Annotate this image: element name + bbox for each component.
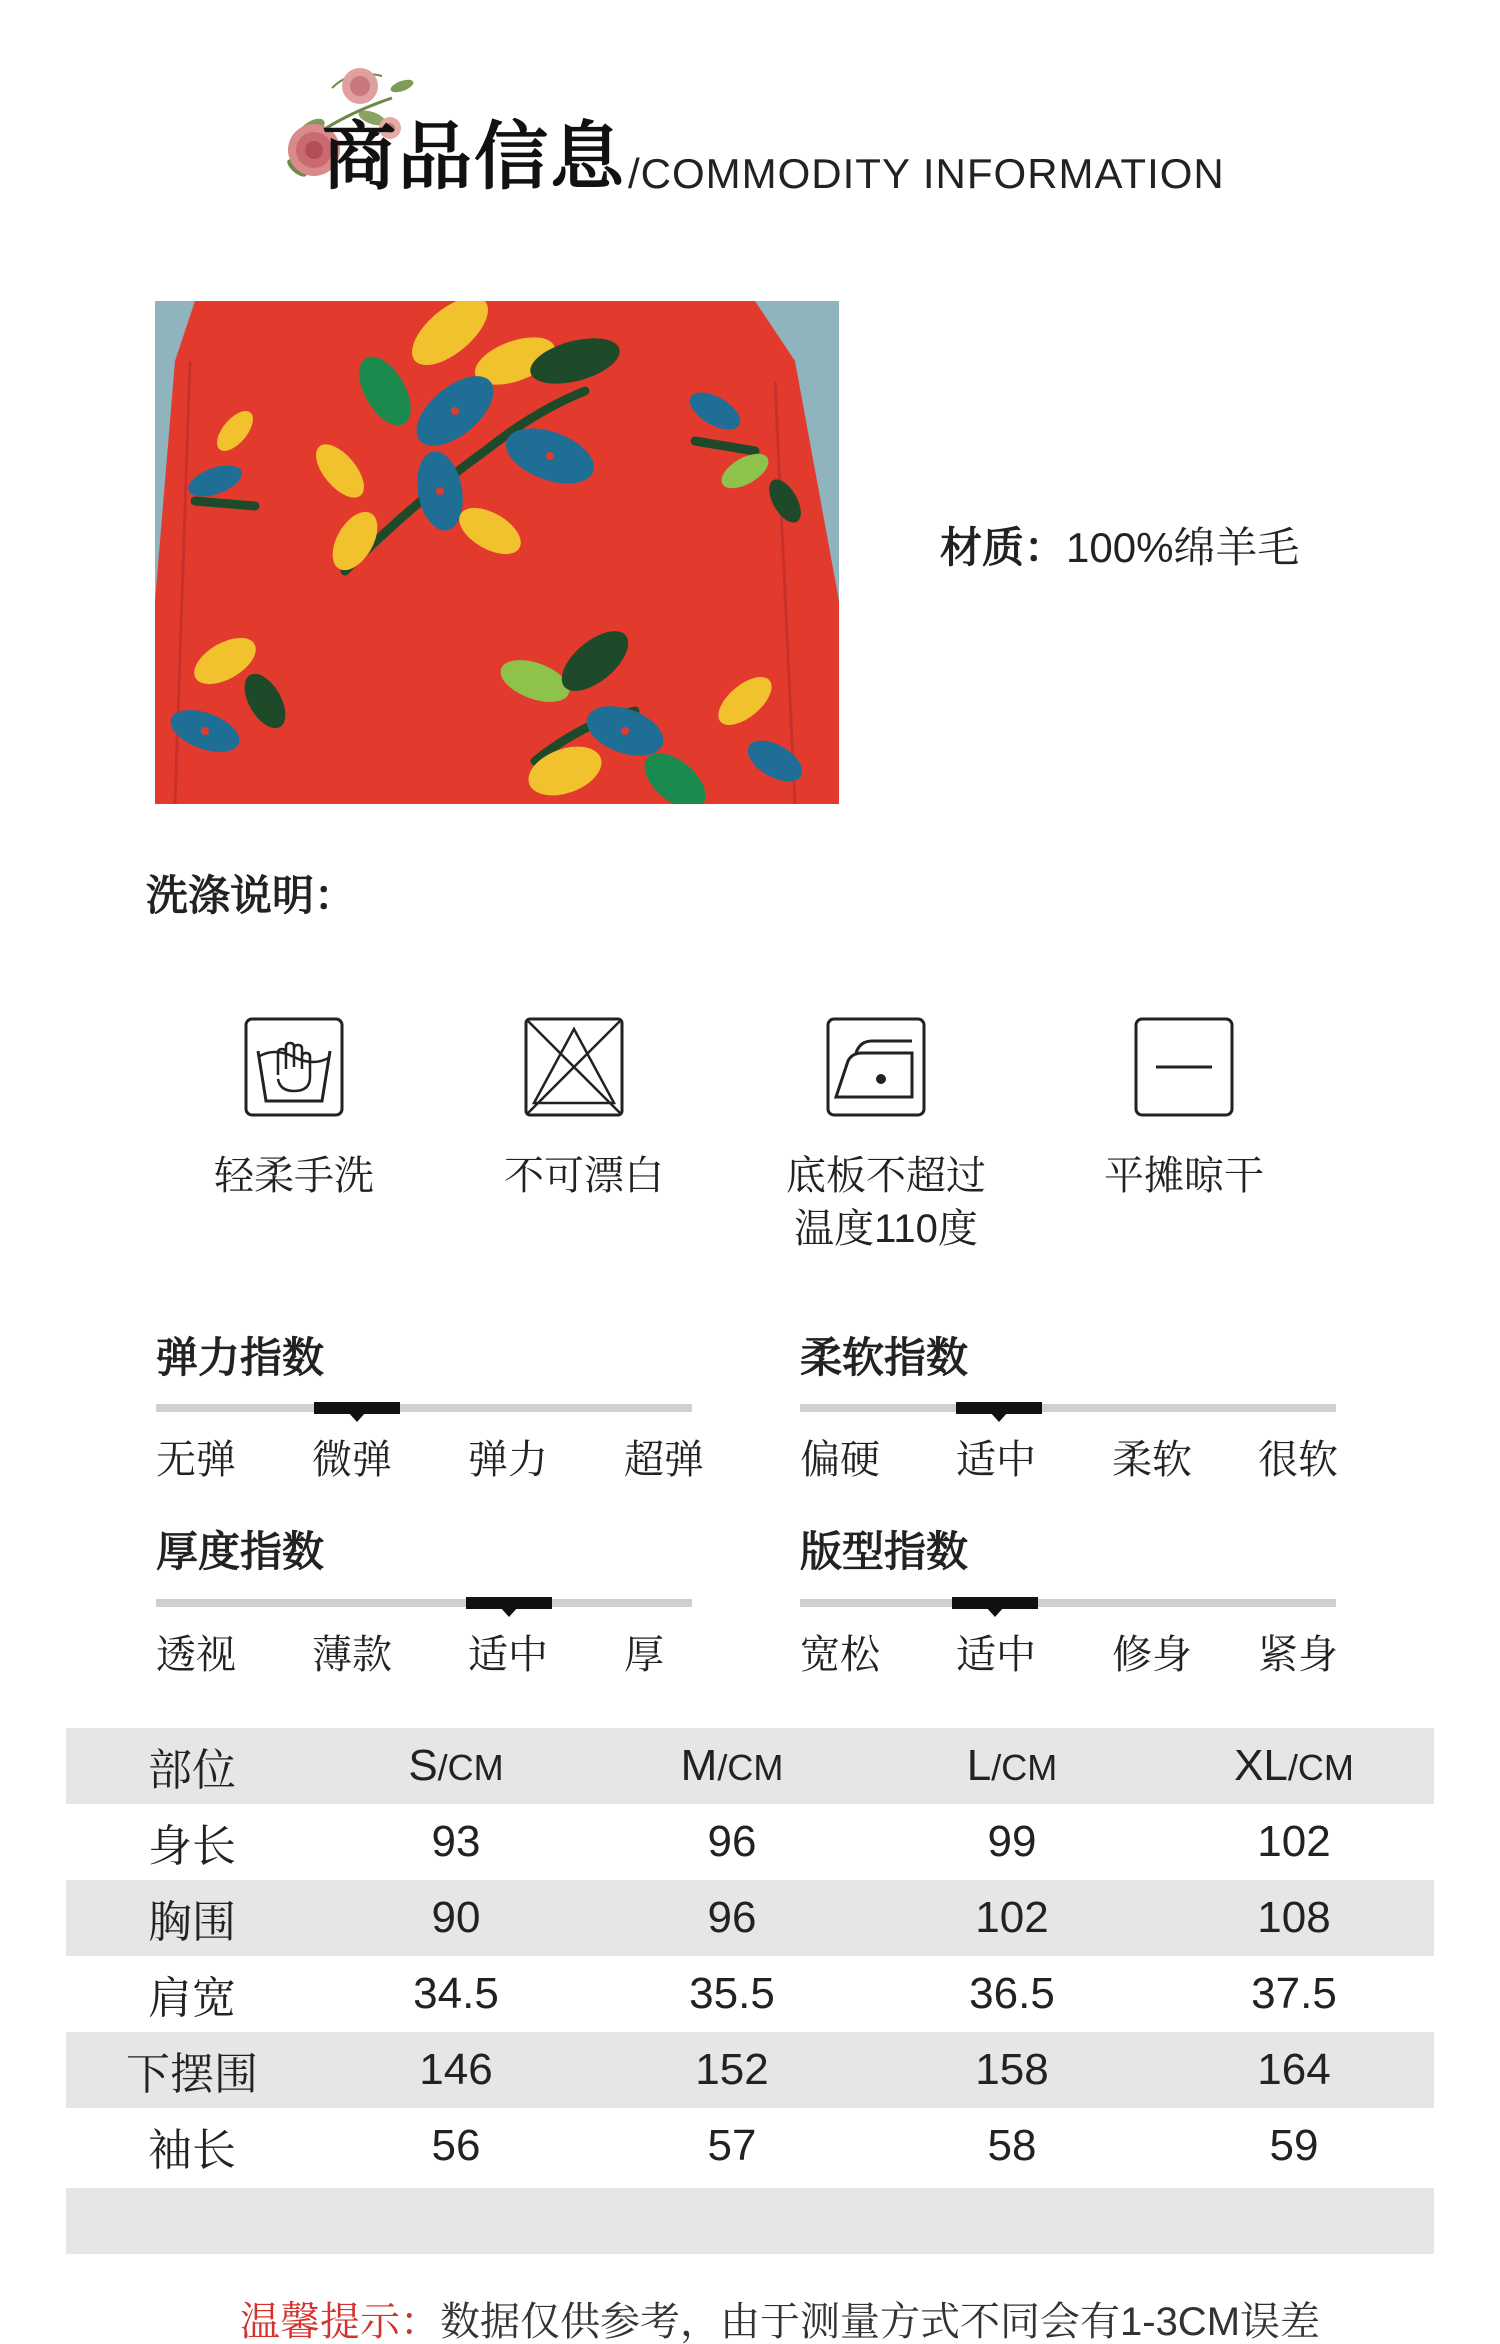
index-option: 超弹 xyxy=(624,1438,704,1482)
table-cell: 90 xyxy=(318,1880,594,1956)
index-option: 透视 xyxy=(156,1633,236,1677)
column-header: XL/CM xyxy=(1154,1728,1434,1804)
tip-label: 温馨提示： xyxy=(240,2300,440,2344)
table-row xyxy=(66,1956,1434,2032)
table-row xyxy=(66,1804,1434,1880)
index-option: 适中 xyxy=(956,1633,1036,1677)
size-tip xyxy=(240,2302,1320,2342)
table-cell: 158 xyxy=(870,2032,1154,2108)
index-option: 偏硬 xyxy=(800,1438,880,1482)
fit-index-title: 版型指数 xyxy=(800,1528,969,1575)
wash-label-iron-line1 xyxy=(756,1150,1016,1256)
material-label: 材质： xyxy=(940,524,1067,571)
elasticity-index-track xyxy=(156,1404,692,1412)
thickness-index-title: 厚度指数 xyxy=(156,1528,325,1575)
dry-flat-icon xyxy=(1134,1017,1234,1117)
fit-index-options xyxy=(800,1635,1360,1681)
elasticity-index-title: 弹力指数 xyxy=(156,1334,325,1381)
index-option: 微弹 xyxy=(312,1438,392,1482)
table-cell: 34.5 xyxy=(413,1969,499,2018)
index-option: 宽松 xyxy=(800,1633,880,1677)
table-cell: 93 xyxy=(431,1817,481,1866)
wash-label: 轻柔手洗 xyxy=(214,1154,374,1198)
index-option: 适中 xyxy=(956,1438,1036,1482)
index-option: 紧身 xyxy=(1258,1633,1338,1677)
wash-label: 不可漂白 xyxy=(504,1154,664,1198)
table-cell: 胸围 xyxy=(66,1880,318,1956)
size-table xyxy=(66,1728,1434,2184)
iron-low-temp-icon xyxy=(826,1017,926,1117)
table-header-row xyxy=(66,1728,1434,1804)
section-title: 商品信息 xyxy=(322,115,626,198)
table-cell: 下摆围 xyxy=(66,2032,318,2108)
table-cell: 99 xyxy=(987,1817,1037,1866)
table-cell: 96 xyxy=(594,1880,870,1956)
softness-index-options xyxy=(800,1440,1360,1486)
table-cell: 152 xyxy=(594,2032,870,2108)
table-cell: 36.5 xyxy=(969,1969,1055,2018)
table-cell: 164 xyxy=(1154,2032,1434,2108)
no-bleach-icon xyxy=(524,1017,624,1117)
index-option: 无弹 xyxy=(156,1438,236,1482)
thickness-index-options xyxy=(156,1635,716,1681)
table-row xyxy=(66,1880,1434,1956)
index-option: 薄款 xyxy=(312,1633,392,1677)
wash-label-line: 底板不超过 xyxy=(786,1154,986,1198)
column-header: M/CM xyxy=(594,1728,870,1804)
table-cell: 37.5 xyxy=(1251,1969,1337,2018)
column-header: L/CM xyxy=(870,1728,1154,1804)
table-cell: 身长 xyxy=(148,1822,236,1871)
table-cell: 袖长 xyxy=(148,2126,236,2175)
table-cell: 肩宽 xyxy=(148,1974,236,2023)
wash-title: 洗涤说明： xyxy=(146,872,357,919)
product-photo xyxy=(155,301,839,804)
softness-index-title: 柔软指数 xyxy=(800,1334,969,1381)
elasticity-index-options xyxy=(156,1440,716,1486)
elasticity-index-marker xyxy=(314,1402,400,1414)
material-value: 100%绵羊毛 xyxy=(1066,524,1300,571)
index-option: 柔软 xyxy=(1112,1438,1192,1482)
table-cell: 146 xyxy=(318,2032,594,2108)
section-subtitle: /COMMODITY INFORMATION xyxy=(628,150,1225,197)
wash-label-line: 温度110度 xyxy=(794,1207,978,1251)
table-cell: 58 xyxy=(987,2121,1037,2170)
thickness-index-track xyxy=(156,1599,692,1607)
table-cell: 102 xyxy=(1257,1817,1331,1866)
table-cell: 108 xyxy=(1154,1880,1434,1956)
table-footer-band xyxy=(66,2188,1434,2254)
fit-index-marker xyxy=(952,1597,1038,1609)
hand-wash-icon xyxy=(244,1017,344,1117)
thickness-index-marker xyxy=(466,1597,552,1609)
table-cell: 102 xyxy=(870,1880,1154,1956)
column-header: S/CM xyxy=(318,1728,594,1804)
table-cell: 35.5 xyxy=(689,1969,775,2018)
column-header: 部位 xyxy=(66,1728,318,1804)
table-cell: 59 xyxy=(1269,2121,1319,2170)
index-option: 厚 xyxy=(624,1633,664,1677)
index-option: 修身 xyxy=(1112,1633,1192,1677)
table-cell: 96 xyxy=(707,1817,757,1866)
wash-label: 平摊晾干 xyxy=(1104,1154,1264,1198)
table-cell: 57 xyxy=(707,2121,757,2170)
index-option: 很软 xyxy=(1258,1438,1338,1482)
table-row xyxy=(66,2108,1434,2184)
table-cell: 56 xyxy=(431,2121,481,2170)
index-option: 适中 xyxy=(468,1633,548,1677)
tip-text: 数据仅供参考，由于测量方式不同会有1-3CM误差 xyxy=(440,2300,1321,2344)
table-row xyxy=(66,2032,1434,2108)
softness-index-marker xyxy=(956,1402,1042,1414)
fit-index-track xyxy=(800,1599,1336,1607)
softness-index-track xyxy=(800,1404,1336,1412)
material-info xyxy=(940,524,1300,571)
index-option: 弹力 xyxy=(468,1438,548,1482)
